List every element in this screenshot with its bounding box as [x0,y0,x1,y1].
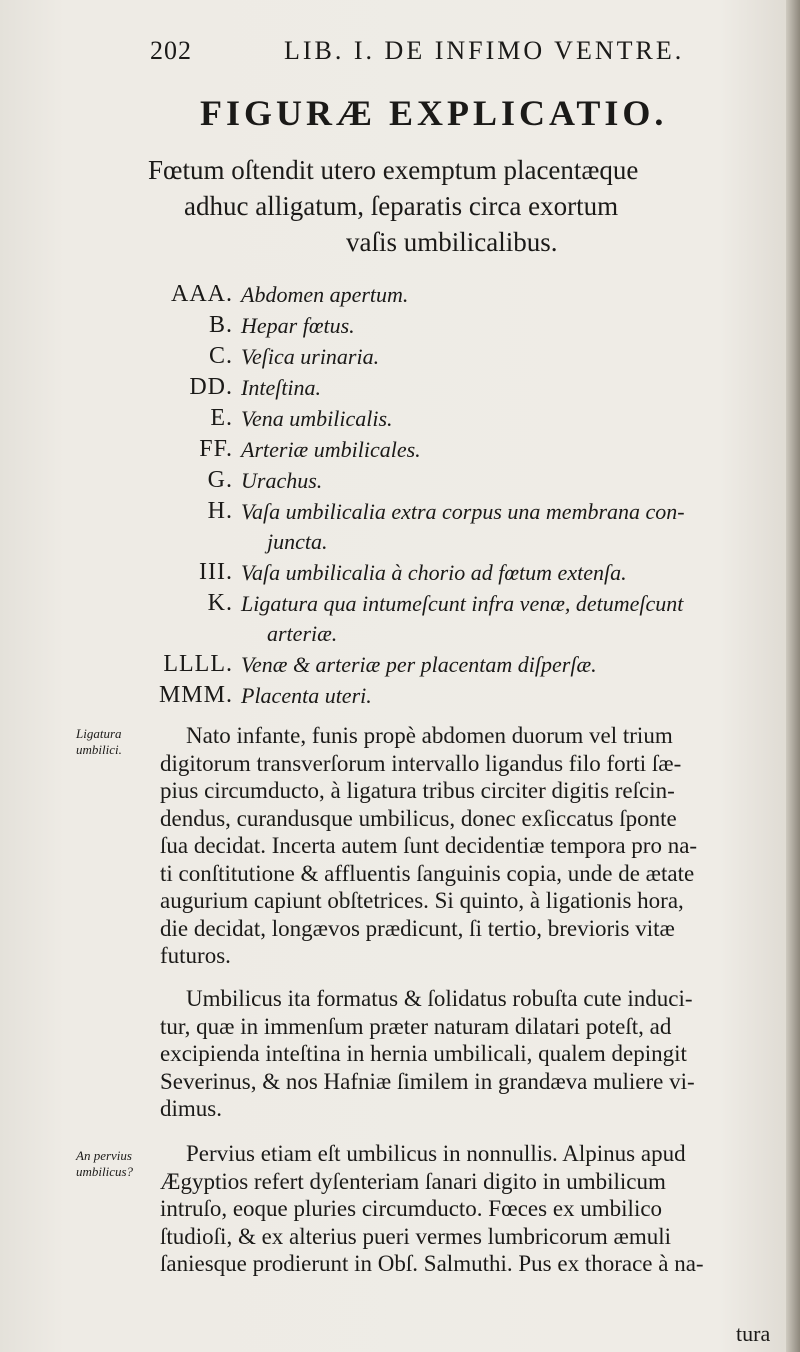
paragraph-umbilicus [160,985,780,1123]
legend-text: Vena umbilicalis. [241,406,393,431]
text-line: augurium capiunt obſtetrices. Si quinto, à ligationis hora, [160,888,684,913]
legend-key: H. [207,498,233,524]
text-line: ſaniesque prodierunt in Obſ. Salmuthi. Pus ex thorace à na- [160,1251,704,1276]
section-title: FIGURÆ EXPLICATIO. [200,93,668,133]
legend-text: Ligatura qua intumeſcunt infra venæ, detumeſcunt [241,591,684,616]
legend-text: Vaſa umbilicalia à chorio ad fœtum extenſa. [241,560,627,585]
legend-text: Hepar fœtus. [241,313,355,338]
summary-line: adhuc alligatum, ſeparatis circa exortum [184,191,619,221]
legend-text: Venæ & arteriæ per placentam diſperſæ. [241,652,597,677]
legend-text: Vaſa umbilicalia extra corpus una membrana con- [241,499,685,524]
legend-key: FF. [199,436,233,462]
legend-key: III. [199,559,233,585]
legend-item [155,498,795,529]
figure-legend [155,281,795,713]
legend-item [155,374,795,405]
text-line: Nato infante, funis propè abdomen duorum vel trium [186,723,673,748]
text-line: intruſo, eoque pluries circumducto. Fœces ex umbilico [160,1196,663,1221]
figure-summary [140,152,780,260]
legend-key: MMM. [158,682,233,708]
text-line: Pervius etiam eſt umbilicus in nonnullis. Alpinus apud [186,1141,686,1166]
legend-item [155,281,795,312]
running-head [150,36,710,68]
legend-item [155,436,795,467]
running-title: LIB. I. DE INFIMO VENTRE. [284,36,685,65]
text-line: Umbilicus ita formatus & ſolidatus robuſta cute induci- [186,986,693,1011]
paragraph-ligatura [160,722,780,970]
text-line: digitorum transverſorum intervallo ligandus filo forti ſæ- [160,750,682,776]
summary-line: vaſis umbilicalibus. [346,227,558,257]
text-line: futuros. [160,943,231,968]
legend-key: C. [208,343,233,369]
legend-continuation: arteriæ. [267,621,338,646]
legend-text: Placenta uteri. [241,683,372,708]
text-line: Severinus, & nos Hafniæ ſimilem in grandæva muliere vi- [160,1068,695,1094]
legend-item [155,559,795,590]
margin-note-pervius: An pervius umbilicus? [76,1148,134,1179]
text-line: tur, quæ in immenſum præter naturam dilatari poteſt, ad [160,1013,672,1039]
legend-text: Urachus. [241,468,323,493]
legend-item [155,651,795,682]
text-line: ſua decidat. Incerta autem ſunt decidentiæ tempora pro na- [160,833,698,858]
legend-item [155,590,795,621]
legend-key: K. [207,590,233,616]
text-line: die decidat, longævos prædicunt, ſi tertio, brevioris vitæ [160,915,675,941]
text-line: pius circumducto, à ligatura tribus circiter digitis reſcin- [160,778,675,803]
legend-item [155,343,795,374]
page-number: 202 [150,36,192,65]
legend-item [155,467,795,498]
legend-text: Abdomen apertum. [241,282,409,307]
text-line: dendus, curandusque umbilicus, donec exſiccatus ſponte [160,805,677,831]
paragraph-pervius [160,1140,780,1278]
text-line: dimus. [160,1096,222,1121]
legend-item [155,405,795,436]
legend-key: G. [207,467,233,493]
text-line: excipienda inteſtina in hernia umbilicali, qualem depingit [160,1041,687,1066]
legend-key: E. [210,405,233,431]
legend-item [155,682,795,713]
text-line: Ægyptios refert dyſenteriam ſanari digito in umbilicum [160,1168,666,1194]
legend-key: LLLL. [163,651,233,677]
text-line: ti conſtitutione & affluentis ſanguinis copia, unde de ætate [160,860,695,886]
legend-key: B. [208,312,233,338]
legend-text: Veſica urinaria. [241,344,380,369]
catchword: tura [736,1321,771,1346]
legend-continuation: juncta. [267,529,328,554]
legend-key: DD. [189,374,233,400]
text-line: ſtudioſi, & ex alterius pueri vermes lumbricorum æmuli [160,1223,672,1249]
legend-item [155,312,795,343]
legend-text: Inteſtina. [241,375,322,400]
legend-text: Arteriæ umbilicales. [241,437,421,462]
margin-note-ligatura: Ligatura umbilici. [76,726,122,757]
legend-key: AAA. [171,281,233,307]
summary-line: Fœtum oſtendit utero exemptum placentæque [148,155,639,185]
